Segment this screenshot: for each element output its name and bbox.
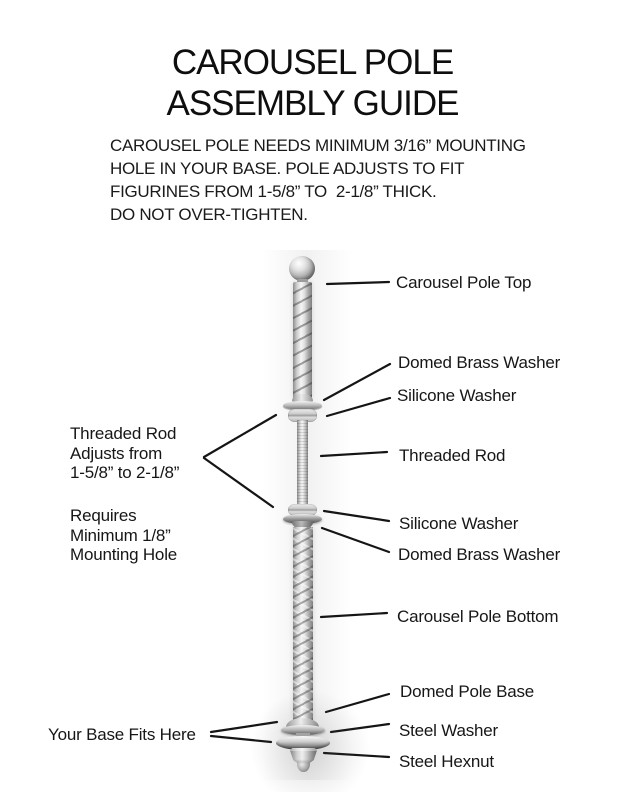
label-steel-washer: Steel Washer [399, 721, 499, 740]
label-carousel-pole-bottom: Carousel Pole Bottom [397, 607, 559, 626]
steel-washer [276, 736, 330, 750]
upper-pole-shaft [293, 282, 312, 399]
page-title-line2: ASSEMBLY GUIDE [166, 84, 459, 123]
pole-top-ball [289, 256, 315, 281]
label-steel-hexnut: Steel Hexnut [399, 752, 494, 771]
label-silicone-washer-mid: Silicone Washer [399, 514, 519, 533]
threaded-rod [297, 420, 308, 506]
label-threaded-rod: Threaded Rod [399, 446, 506, 465]
label-domed-brass-washer-mid: Domed Brass Washer [398, 545, 561, 564]
note-your-base-fits-here: Your Base Fits Here [48, 725, 196, 744]
label-domed-brass-washer-upper: Domed Brass Washer [398, 353, 561, 372]
page-title-line1: CAROUSEL POLE [171, 43, 454, 82]
label-domed-pole-base: Domed Pole Base [400, 682, 535, 701]
intro-line: HOLE IN YOUR BASE. POLE ADJUSTS TO FIT [110, 159, 465, 178]
note-threaded-rod-adjustment: Threaded Rod Adjusts from 1-5/8” to 2-1/8” [70, 424, 180, 482]
lower-pole-shaft [293, 527, 313, 721]
label-carousel-pole-top: Carousel Pole Top [396, 273, 532, 292]
intro-line: CAROUSEL POLE NEEDS MINIMUM 3/16” MOUNTING [110, 136, 526, 155]
note-minimum-mounting-hole: Requires Minimum 1/8” Mounting Hole [70, 506, 178, 564]
intro-line: DO NOT OVER-TIGHTEN. [110, 205, 308, 224]
intro-line: FIGURINES FROM 1-5/8” TO 2-1/8” THICK. [110, 182, 437, 201]
label-silicone-washer-upper: Silicone Washer [397, 386, 517, 405]
